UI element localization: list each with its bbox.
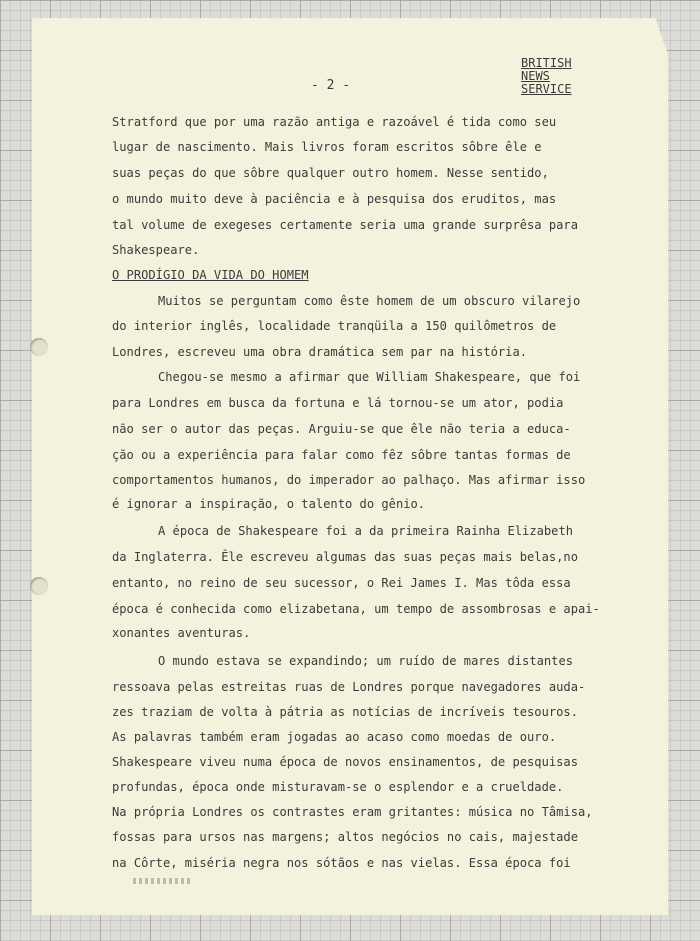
text-line: tal volume de exegeses certamente seria uma grande surprêsa para (112, 218, 578, 232)
text-line: As palavras também eram jogadas ao acaso como moedas de ouro. (112, 730, 557, 744)
text-line: época é conhecida como elizabetana, um tempo de assombrosas e apai- (112, 602, 600, 616)
text-line: não ser o autor das peças. Arguiu-se que êle não teria a educa- (112, 422, 571, 436)
text-line: Chegou-se mesmo a afirmar que William Shakespeare, que foi (158, 370, 581, 384)
text-line: zes traziam de volta à pátria as notícias de incríveis tesouros. (112, 705, 578, 719)
text-line: xonantes aventuras. (112, 626, 251, 640)
letterhead (521, 57, 572, 96)
text-line: para Londres em busca da fortuna e lá tornou-se um ator, podia (112, 396, 564, 410)
text-line: comportamentos humanos, do imperador ao palhaço. Mas afirmar isso (112, 473, 586, 487)
text-line: Stratford que por uma razão antiga e razoável é tida como seu (112, 115, 557, 129)
text-line: Shakespeare viveu numa época de novos ensinamentos, de pesquisas (112, 755, 578, 769)
text-line: na Côrte, miséria negra nos sótãos e nas vielas. Essa época foi (112, 856, 571, 870)
text-line: o mundo muito deve à paciência e à pesquisa dos eruditos, mas (112, 192, 557, 206)
text-line: lugar de nascimento. Mais livros foram escritos sôbre êle e (112, 140, 542, 154)
text-line: Londres, escreveu uma obra dramática sem par na história. (112, 345, 528, 359)
letterhead-line: NEWS (521, 69, 550, 83)
punch-hole (30, 577, 48, 595)
punch-hole (30, 338, 48, 356)
letterhead-line: BRITISH (521, 56, 572, 70)
text-line: fossas para ursos nas margens; altos negócios no cais, majestade (112, 830, 578, 844)
text-line: O mundo estava se expandindo; um ruído de mares distantes (158, 654, 574, 668)
text-line: ção ou a experiência para falar como fêz sôbre tantas formas de (112, 448, 571, 462)
text-line: entanto, no reino de seu sucessor, o Rei James I. Mas tôda essa (112, 576, 571, 590)
text-line: Na própria Londres os contrastes eram gritantes: música no Tâmisa, (112, 805, 593, 819)
ink-smudge (133, 878, 193, 884)
page-number: - 2 - (311, 78, 351, 93)
text-line: Shakespeare. (112, 243, 200, 257)
letterhead-line: SERVICE (521, 82, 572, 96)
text-line: do interior inglês, localidade tranqüila a 150 quilômetros de (112, 319, 557, 333)
text-line: é ignorar a inspiração, o talento do gênio. (112, 497, 426, 511)
text-line: profundas, época onde misturavam-se o esplendor e a crueldade. (112, 780, 564, 794)
text-line: suas peças do que sôbre qualquer outro homem. Nesse sentido, (112, 166, 549, 180)
text-line: da Inglaterra. Êle escreveu algumas das suas peças mais belas,no (112, 550, 578, 564)
text-line: ressoava pelas estreitas ruas de Londres porque navegadores auda- (112, 680, 586, 694)
text-line: A época de Shakespeare foi a da primeira Rainha Elizabeth (158, 524, 574, 538)
text-line: Muitos se perguntam como êste homem de um obscuro vilarejo (158, 294, 581, 308)
section-heading: O PRODÍGIO DA VIDA DO HOMEM (112, 268, 309, 282)
